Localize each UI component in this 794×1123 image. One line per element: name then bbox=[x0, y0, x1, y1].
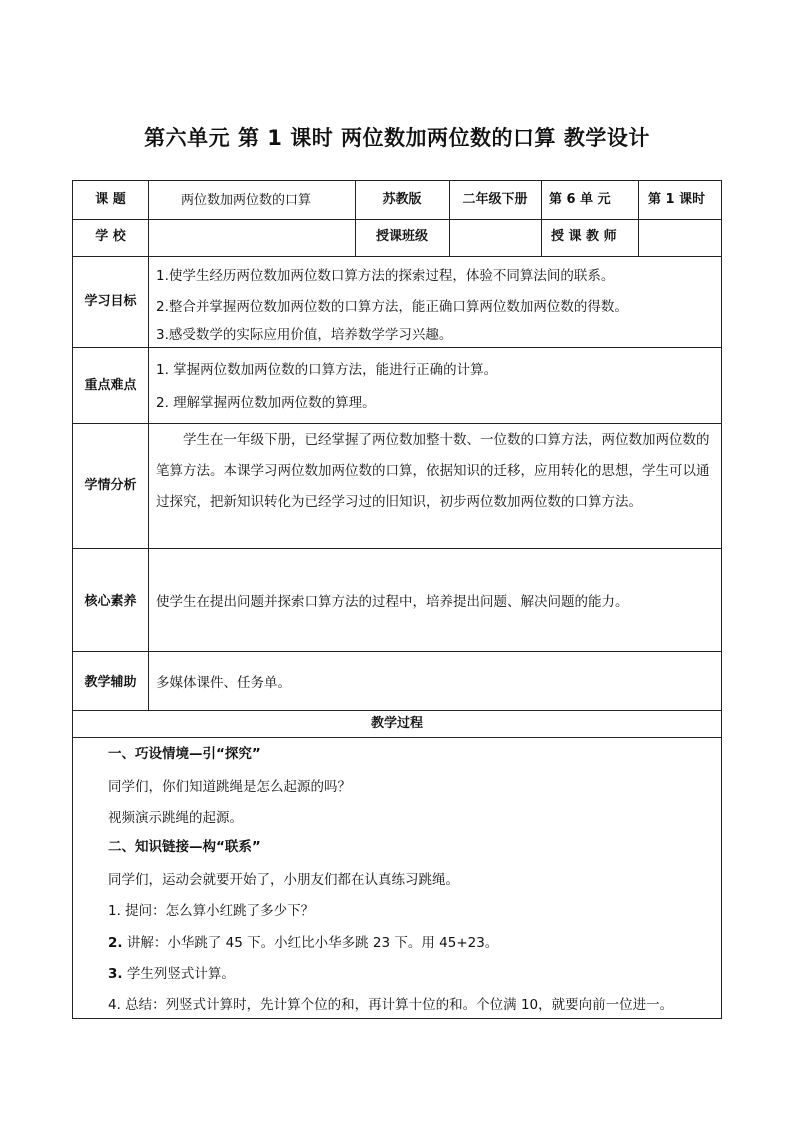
edition: 苏教版 bbox=[382, 192, 422, 207]
core-text: 使学生在提出问题并探索口算方法的过程中，培养提出问题、解决问题的能力。 bbox=[156, 594, 629, 610]
goal-item: 3.感受数学的实际应用价值，培养数学学习兴趣。 bbox=[156, 327, 453, 343]
process-heading: 教学过程 bbox=[370, 716, 423, 731]
process-line: 同学们，你们知道跳绳是怎么起源的吗？ bbox=[108, 779, 351, 795]
key-point-item: 1. 掌握两位数加两位数的口算方法，能进行正确的计算。 bbox=[156, 362, 498, 378]
process-line: 同学们，运动会就要开始了，小朋友们都在认真练习跳绳。 bbox=[108, 872, 459, 888]
aids-text: 多媒体课件、任务单。 bbox=[156, 675, 291, 691]
section-title: 一、巧设情境—引“探究” bbox=[108, 746, 261, 762]
process-step: 1. 提问：怎么算小红跳了多少下？ bbox=[108, 903, 315, 919]
goal-item: 1.使学生经历两位数加两位数口算方法的探索过程，体验不同算法间的联系。 bbox=[156, 268, 615, 284]
goals-label: 学习目标 bbox=[84, 294, 137, 309]
unit: 第 6 单 元 bbox=[549, 192, 611, 207]
topic-value: 两位数加两位数的口算 bbox=[181, 193, 312, 208]
step-text: 讲解：小华跳了 45 下。小红比小华多跳 23 下。用 45+23。 bbox=[122, 935, 499, 951]
core-label: 核心素养 bbox=[84, 594, 137, 609]
step-text: 学生列竖式计算。 bbox=[122, 966, 235, 982]
analysis-label: 学情分析 bbox=[84, 478, 137, 493]
key-point-item: 2. 理解掌握两位数加两位数的算理。 bbox=[156, 395, 376, 411]
step-number: 2. bbox=[108, 935, 123, 951]
grade: 二年级下册 bbox=[462, 192, 528, 207]
process-step bbox=[108, 934, 498, 952]
process-step: 4. 总结：列竖式计算时，先计算个位的和，再计算十位的和。个位满 10，就要向前一位进一。 bbox=[108, 997, 674, 1013]
key-points-label: 重点难点 bbox=[84, 378, 137, 393]
aids-label: 教学辅助 bbox=[84, 675, 137, 690]
section-title: 二、知识链接—构“联系” bbox=[108, 839, 261, 855]
analysis-text: 学生在一年级下册，已经掌握了两位数加整十数、一位数的口算方法，两位数加两位数的笔算方法。本课学习两位数加两位数的口算，依据知识的迁移，应用转化的思想，学生可以通过探究，把新知识转化为已经学习过的旧知识，初步两位数加两位数的口算方法。 bbox=[156, 432, 710, 510]
document-title: 第六单元 第 1 课时 两位数加两位数的口算 教学设计 bbox=[144, 126, 650, 150]
class-label: 授课班级 bbox=[375, 229, 428, 244]
step-number: 3. bbox=[108, 966, 123, 982]
process-step bbox=[108, 965, 235, 983]
teacher-label: 授 课 教 师 bbox=[551, 229, 617, 244]
goal-item: 2.整合并掌握两位数加两位数的口算方法，能正确口算两位数加两位数的得数。 bbox=[156, 299, 628, 315]
topic-label: 课 题 bbox=[95, 192, 126, 207]
process-line: 视频演示跳绳的起源。 bbox=[108, 810, 243, 826]
lesson-plan-table bbox=[72, 180, 722, 1019]
lesson-number: 第 1 课时 bbox=[648, 192, 706, 207]
school-label: 学 校 bbox=[95, 229, 126, 244]
